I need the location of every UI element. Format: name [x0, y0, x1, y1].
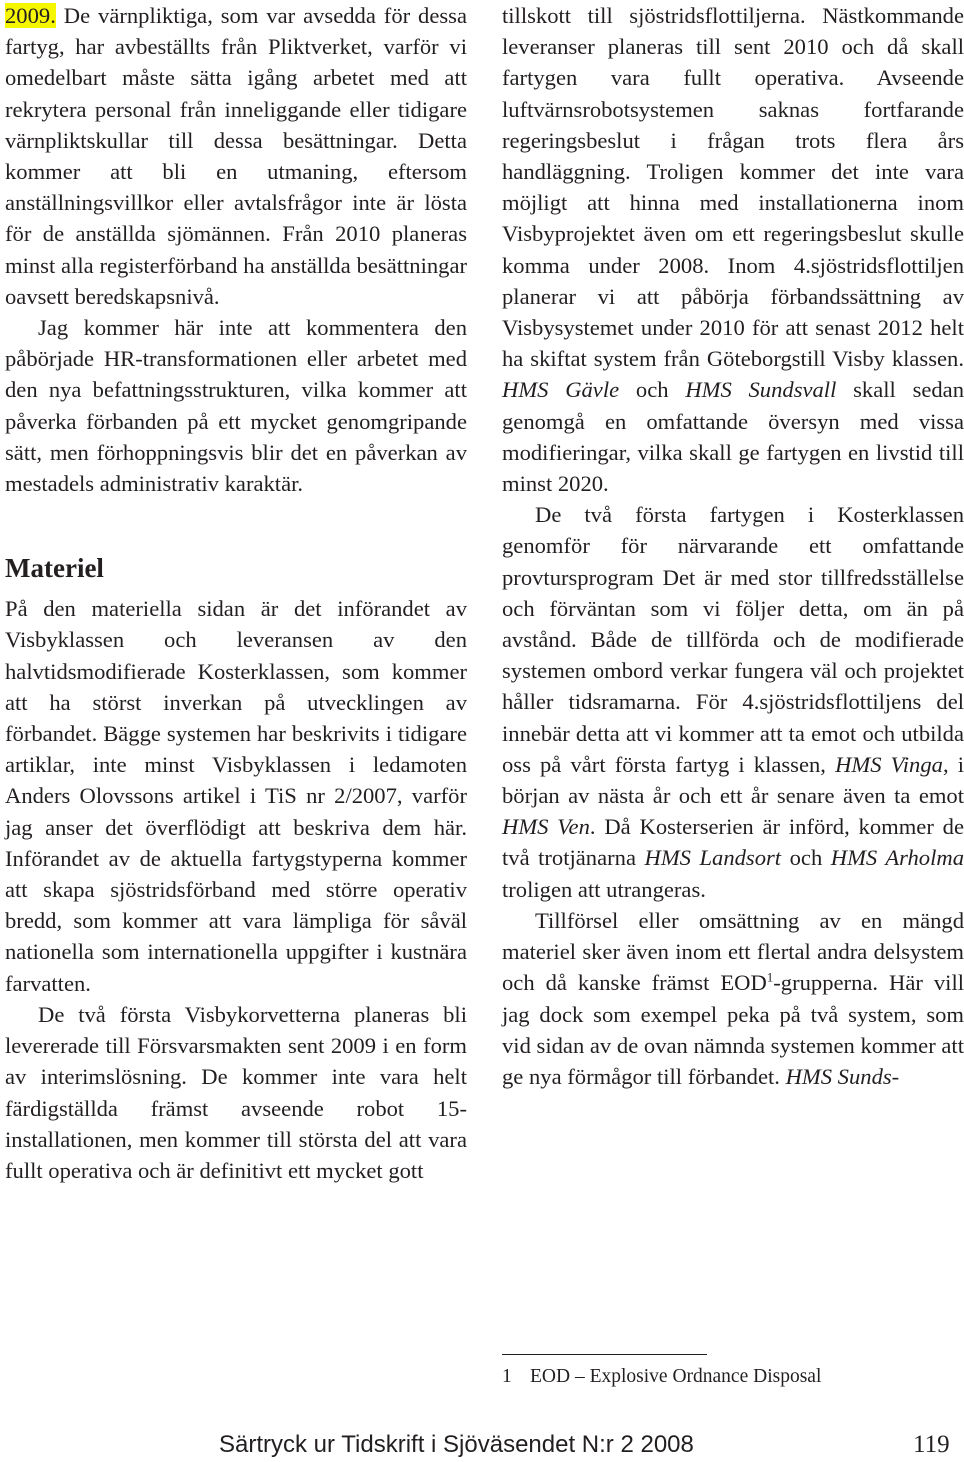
- footnote-divider: [502, 1354, 707, 1355]
- ship-name: HMS Sundsvall: [685, 377, 837, 403]
- paragraph-text: . Då Kosterserien är införd, kommer de två trotjänarna: [502, 814, 964, 871]
- paragraph-text: De två första fartygen i Kosterklassen genomför för närvarande ett omfattande provtursprogram Det är med stor tillfredsställelse och förväntan som vi följer detta, om än på avstånd. Både de tillförda och de modifierade systemen ombord verkar fungera väl och projektet håller tidsramarna. För 4.sjöstridsflottiljens del innebär detta att vi kommer att ta emot och utbilda oss på vårt första fartyg i klassen,: [502, 502, 964, 777]
- right-column: [502, 0, 964, 1092]
- footnote-text: EOD – Explosive Ordnance Disposal: [530, 1366, 822, 1387]
- left-column: [5, 0, 467, 1186]
- paragraph-text: De värnpliktiga, som var avsedda för dessa fartyg, har avbeställts från Pliktverket, varför vi omedelbart måste sätta igång arbetet med att rekrytera personal från inneliggande eller tidigare värnpliktskullar till dessa besättningar. Detta kommer att bli en utmaning, eftersom anställningsvillkor eller avtalsfrågor inte är lösta för de anställda sjömännen. Från 2010 planeras minst alla registerförband ha anställda besättningar oavsett beredskapsnivå.: [5, 3, 467, 309]
- paragraph-text: Tillförsel eller omsättning av en mängd materiel sker även inom ett flertal andra delsystem och då kanske främst EOD: [502, 907, 964, 996]
- page-number: 119: [913, 1431, 950, 1458]
- ship-name: HMS Gävle: [502, 377, 620, 403]
- body-paragraph: [502, 905, 964, 1092]
- paragraph-text: , i början av nästa år och ett år senare även ta emot: [502, 751, 964, 809]
- body-paragraph: [5, 0, 467, 312]
- paragraph-text: och: [619, 377, 686, 403]
- ship-name: HMS Sunds-: [785, 1063, 900, 1089]
- paragraph-text: troligen att utrangeras.: [502, 876, 706, 902]
- paragraph-text: tillskott till sjöstridsflottiljerna. Nästkommande leveranser planeras till sent 2010 och då skall fartygen vara fullt operativa. Avseende luftvärnsrobotsystemen saknas fortfarande regeringsbeslut i frågan trots flera års handläggning. Troligen kommer det inte vara möjligt att hinna med installationerna inom Visbyprojektet även om ett regeringsbeslut skulle komma under 2008. Inom 4.sjöstridsflottiljen planerar vi att påbörja förbandssättning av Visbysystemet under 2010 för att senast 2012 helt ha skiftat system från Göteborgstill Visby klassen.: [502, 3, 964, 372]
- body-paragraph: Jag kommer här inte att kommentera den påbörjade HR-transformationen eller arbetet med den nya befattningsstrukturen, vilka kommer att påverka förbanden på ett mycket genomgripande sätt, men förhoppningsvis blir det en påverkan av mestadels administrativ karaktär.: [5, 315, 467, 497]
- ship-name: HMS Vinga: [835, 751, 943, 777]
- ship-name: HMS Ven: [502, 814, 590, 840]
- ship-name: HMS Arholma: [830, 845, 964, 871]
- body-paragraph: [502, 499, 964, 905]
- footnote-marker[interactable]: 1: [766, 969, 774, 985]
- highlighted-year: 2009.: [5, 3, 56, 28]
- paragraph-text: skall sedan genomgå en omfattande översyn med vissa modifieringar, vilka skall ge fartygen en livstid till minst 2020.: [502, 377, 964, 497]
- body-paragraph: På den materiella sidan är det införandet av Visbyklassen och leveransen av den halvtidsmodifierade Kosterklassen, som kommer att ha störst inverkan på utvecklingen av förbandet. Bägge systemen har beskrivits i tidigare artiklar, inte minst Visbyklassen i ledamoten Anders Olovssons artikel i TiS nr 2/2007, varför jag anser det överflödigt att beskriva dem här. Införandet av de aktuella fartygstyperna kommer att skapa sjöstridsförband med större operativ bredd, som kommer att vara lämpliga för såväl nationella som internationella uppgifter i kustnära farvatten.: [5, 596, 467, 996]
- footnote: [502, 1364, 821, 1390]
- body-paragraph: [502, 0, 964, 499]
- ship-name: HMS Landsort: [644, 845, 782, 871]
- section-heading: Materiel: [5, 553, 104, 584]
- footnote-number: 1: [502, 1366, 512, 1387]
- publication-footer: Särtryck ur Tidskrift i Sjöväsendet N:r 2 2008: [219, 1431, 694, 1458]
- body-paragraph: De två första Visbykorvetterna planeras bli levererade till Försvarsmakten sent 2009 i en form av interimslösning. De kommer inte vara helt färdigställda främst avseende robot 15-installationen, men kommer till största del att vara fullt operativa och är definitivt ett mycket gott: [5, 1001, 467, 1183]
- paragraph-text: -grupperna. Här vill jag dock som exempel peka på två system, som vid sidan av de ovan nämnda systemen kommer att ge nya förmågor till förbandet.: [502, 970, 964, 1089]
- paragraph-text: och: [781, 845, 831, 871]
